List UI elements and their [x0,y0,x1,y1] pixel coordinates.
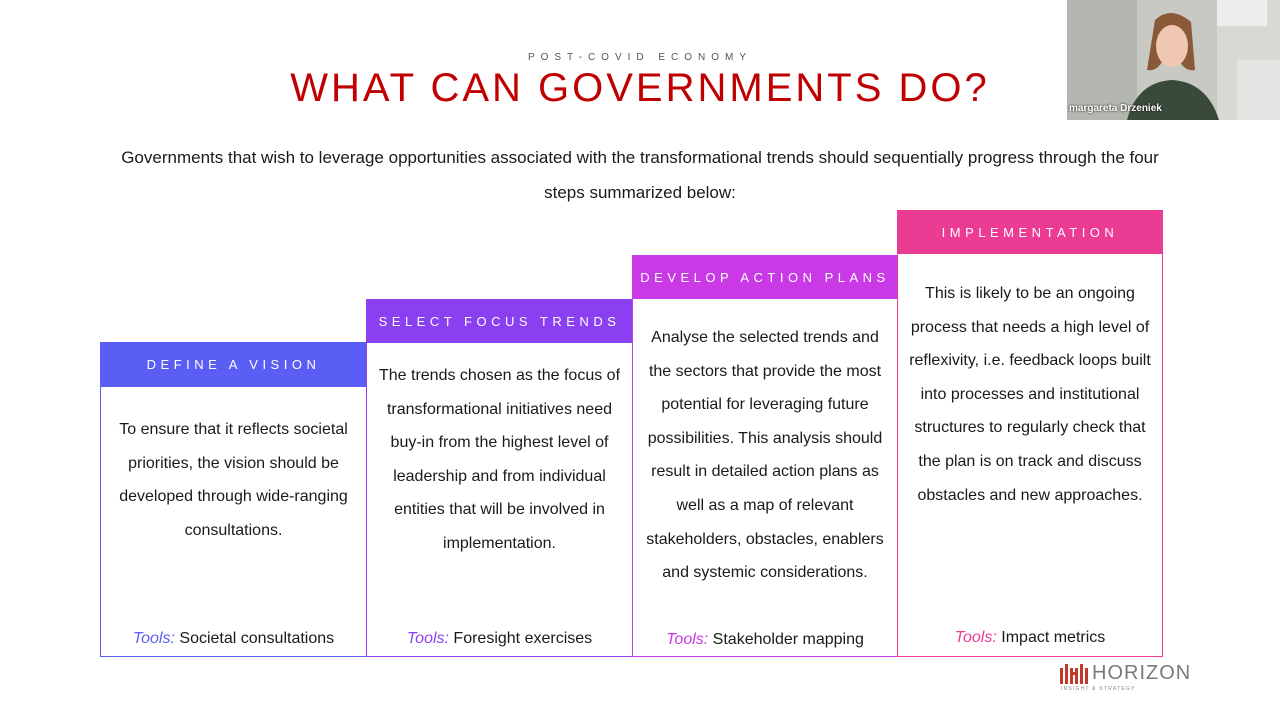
slide-title: WHAT CAN GOVERNMENTS DO? [290,66,990,110]
tools-label: Tools: [406,630,449,647]
step-card-define-vision [100,342,367,657]
step-card-implementation [897,210,1163,657]
step-body: To ensure that it reflects societal priorities, the vision should be developed through wide-ranging consultations. [119,421,348,539]
tools-label: Tools: [954,629,997,646]
step-tools [367,630,632,648]
horizon-logo [1060,664,1200,694]
tools-value: Stakeholder mapping [712,631,864,648]
slide-intro: Governments that wish to leverage opportunities associated with the transformational trends should sequentially progress through the four steps summarized below: [121,148,1159,202]
step-body: The trends chosen as the focus of transformational initiatives need buy-in from the highest level of leadership and from individual entities that will be involved in implementation. [378,367,621,552]
participant-video-frame [1067,0,1280,120]
tools-label: Tools: [666,631,709,648]
participant-video-tile[interactable] [1067,0,1280,120]
tools-value: Societal consultations [179,630,335,647]
step-header: DEVELOP ACTION PLANS [632,255,898,299]
step-card-select-focus-trends [366,299,633,657]
horizon-logo-mark-icon [1060,664,1088,684]
step-body: Analyse the selected trends and the sectors that provide the most potential for leveraging future possibilities. This analysis should result in detailed action plans as well as a map of relevant stakeholders, obstacles, enablers and systemic considerations. [646,329,884,582]
participant-name: margareta Drzeniek [1069,103,1162,114]
step-header: SELECT FOCUS TRENDS [366,299,633,343]
slide-eyebrow: POST-COVID ECONOMY [527,52,753,63]
step-header: IMPLEMENTATION [897,210,1163,254]
step-tools [101,630,366,648]
step-card-develop-action-plans [632,255,898,657]
step-tools [633,631,897,649]
tools-value: Impact metrics [1001,629,1106,646]
tools-value: Foresight exercises [453,630,593,647]
step-header: DEFINE A VISION [100,342,367,387]
logo-tagline: INSIGHT & STRATEGY [1061,686,1136,692]
step-tools [898,629,1162,647]
step-body: This is likely to be an ongoing process that needs a high level of reflexivity, i.e. feedback loops built into processes and institutional structures to regularly check that the plan is on track and discuss obstacles and new approaches. [909,285,1151,504]
tools-label: Tools: [132,630,175,647]
logo-name: HORIZON [1092,662,1192,684]
